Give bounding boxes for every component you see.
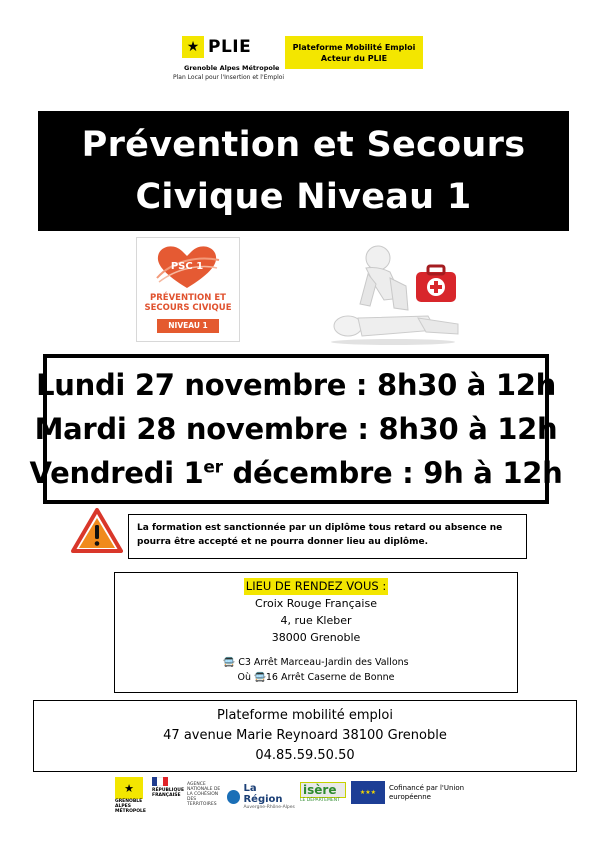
footer-logos (115, 777, 485, 814)
psc1-label-line1: PRÉVENTION ET (150, 293, 226, 303)
plateforme-address: 47 avenue Marie Reynoard 38100 Grenoble (163, 728, 447, 743)
transit-line-2 (115, 670, 517, 685)
plateforme-badge (285, 36, 423, 69)
date-line-3-prefix: Vendredi 1 (29, 456, 204, 490)
meeting-address-line: 4, rue Kleber (280, 614, 352, 627)
region-mark-icon (227, 790, 240, 804)
republique-francaise-logo (152, 777, 186, 809)
star-icon: ★ (182, 36, 204, 58)
eu-flag-icon: ★★★ (351, 781, 385, 804)
bus-icon: 🚍 (223, 657, 236, 668)
psc1-tag: PSC 1 (170, 261, 204, 272)
plateforme-phone: 04.85.59.50.50 (255, 748, 355, 763)
transit-line-2-text: 16 Arrêt Caserne de Bonne (265, 672, 395, 683)
psc1-label (143, 293, 233, 313)
date-line-3-sup: er (203, 457, 223, 478)
first-aid-cpr-illustration (318, 238, 468, 346)
date-line-2: Mardi 28 novembre : 8h30 à 12h (34, 412, 558, 446)
title-line-2: Civique Niveau 1 (135, 177, 472, 217)
meeting-address-line: 38000 Grenoble (271, 631, 361, 644)
anct-logo (187, 777, 227, 809)
plie-name: PLIE (208, 37, 252, 57)
region-logo (227, 777, 297, 809)
plateforme-badge-line1: Plateforme Mobilité Emploi (292, 42, 416, 52)
date-line-1: Lundi 27 novembre : 8h30 à 12h (36, 368, 556, 402)
date-line-3 (30, 451, 563, 495)
psc1-level: NIVEAU 1 (157, 319, 219, 333)
plie-tagline: Plan Local pour l'Insertion et l'Emploi (173, 74, 285, 81)
footer-region-sub: Auvergne-Rhône-Alpes (243, 805, 295, 810)
meeting-address-line: Croix Rouge Française (255, 597, 377, 610)
isere-logo (300, 777, 346, 809)
eu-flag-logo (351, 777, 485, 809)
warning-text: La formation est sanctionnée par un diplôme tous retard ou absence ne pourra être accepté et ne pourra donner lieu au diplôme. (128, 514, 527, 559)
footer-plie-label: GRENOBLE ALPES MÉTROPOLE (115, 799, 146, 814)
footer-region-label: La Région (243, 783, 283, 805)
transit-line-1-text: C3 Arrêt Marceau-Jardin des Vallons (235, 657, 409, 668)
plie-logo: ★ GRENOBLE ALPES MÉTROPOLE (115, 777, 143, 809)
title-banner (38, 111, 569, 231)
plie-subtitle: Grenoble Alpes Métropole (184, 64, 280, 72)
meeting-place-box (114, 572, 518, 693)
plie-logo (173, 36, 286, 86)
footer-isere-sub: LE DÉPARTEMENT (300, 798, 340, 803)
transit-line-2-prefix: Où (237, 672, 255, 683)
footer-rf-label: RÉPUBLIQUE FRANÇAISE (152, 788, 185, 798)
footer-anct-label: AGENCE NATIONALE DE LA COHÉSION DES TERRITOIRES (187, 782, 221, 807)
warning-triangle-icon (71, 508, 123, 554)
heart-logo-icon (151, 242, 223, 290)
date-line-3-suffix: décembre : 9h à 12h (222, 456, 563, 490)
transit-line-1 (115, 655, 517, 670)
meeting-title: LIEU DE RENDEZ VOUS : (245, 579, 387, 593)
dates-box (29, 354, 563, 504)
footer-eu-label: Cofinancé par l'Union européenne (389, 783, 465, 801)
psc1-badge (136, 237, 240, 342)
bus-icon: 🚍 (254, 672, 266, 683)
plateforme-name: Plateforme mobilité emploi (217, 708, 393, 723)
plateforme-badge-line2: Acteur du PLIE (320, 53, 388, 63)
title-line-1: Prévention et Secours (81, 125, 526, 165)
psc1-label-line2: SECOURS CIVIQUE (144, 303, 232, 313)
footer-isere-label: isère (300, 782, 346, 798)
plateforme-contact-box (33, 700, 577, 772)
